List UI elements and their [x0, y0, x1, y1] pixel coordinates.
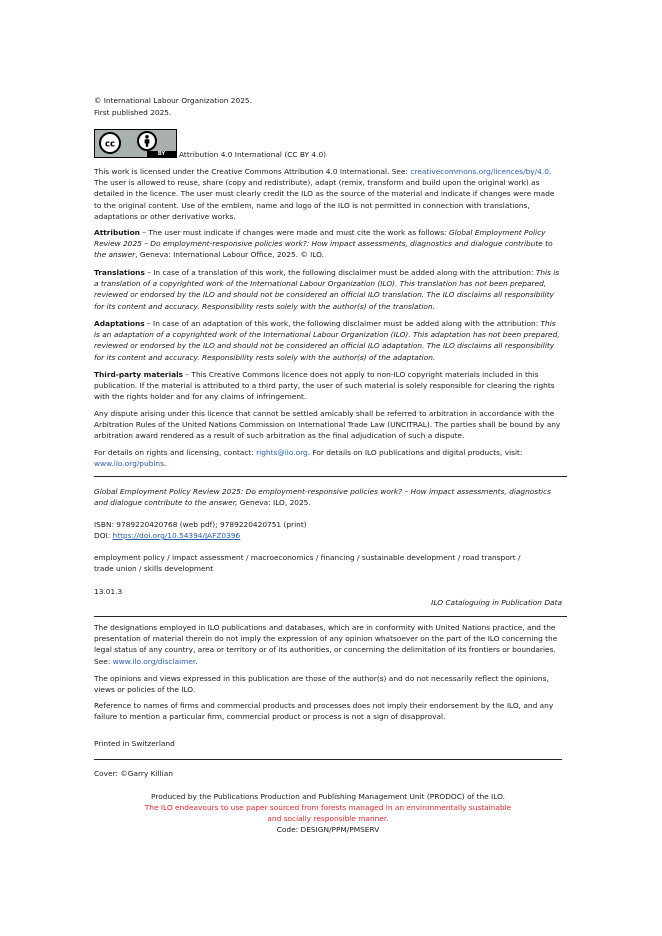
svg-text:cc: cc [104, 139, 116, 150]
produced-by: Produced by the Publications Production and Publishing Management Unit (PRODOC) of the ILO. [151, 792, 505, 801]
dispute-paragraph: Any dispute arising under this licence that cannot be settled amicably shall be referred to arbitration in accordance with the Arbitration Rules of the United Nations Commission on International Trade Law (UNCITRAL). The parties shall be bound by any arbitration award rendered as a result of such arbitration as the final adjudication of such a dispute. [94, 409, 561, 441]
publications-link[interactable]: www.ilo.org/publns [94, 459, 164, 469]
cataloguing-label: ILO Cataloguing in Publication Data [431, 598, 562, 607]
design-code: Code: DESIGN/PPM/PMSERV [276, 825, 380, 834]
designations-paragraph: The designations employed in ILO publications and databases, which are in conformity with United Nations practice, and the presentation of material therein do not imply the expression of any opinion whatsoever on the part of the ILO concerning the legal status of any country, area or territory or of its authorities, or concerning the delimitation of its frontiers or boundaries. See: www.ilo.org/disclaimer. [94, 623, 558, 666]
printed-in: Printed in Switzerland [94, 739, 175, 748]
classification-code: 13.01.3 [94, 587, 123, 596]
disclaimer-link[interactable]: www.ilo.org/disclaimer [112, 656, 196, 666]
first-published: First published 2025. [94, 108, 172, 117]
divider [94, 476, 567, 477]
doi: DOI: https://doi.org/10.54394/JAFZ0396 [94, 531, 241, 540]
translations-paragraph: Translations – In case of a translation of this work, the following disclaimer must be added along with the attribution: This is a translation of a copyrighted work of the International Labour Organization (ILO). This translation has not been prepared, reviewed or endorsed by the ILO and should not be considered an official ILO translation. The ILO disclaims all responsibility for its content and accuracy. Responsibility rests solely with the author(s) of the translation. [94, 268, 560, 311]
citation: Global Employment Policy Review 2025: Do employment-responsive policies work? – How impact assessments, diagnostics and dialogue contribute to the answer, Geneva: ILO, 2025. [94, 487, 552, 508]
attribution-person-icon [137, 131, 157, 151]
third-party-paragraph: Third-party materials – This Creative Commons licence does not apply to non-ILO copyright materials included in this publication. If the material is attributed to a third party, the user of such material is solely responsible for clearing the rights with the rights holder and for any claims of infringement. [94, 370, 555, 402]
license-intro: This work is licensed under the Creative Commons Attribution 4.0 International. See: creativecommons.org/licences/by/4.0. The user is allowed to reuse, share (copy and redistribute), adapt (remix, transform and build upon the original work) as detailed in the licence. The user must clearly credit the ILO as the source of the material and indicate if changes were made to the original content. Use of the emblem, name and logo of the ILO is not permitted in connection with translations, adaptations or other derivative works. [94, 167, 555, 221]
keywords-line-1: employment policy / impact assessment / macroeconomics / financing / sustainable development / road transport / [94, 553, 521, 562]
contact-paragraph: For details on rights and licensing, contact: rights@ilo.org. For details on ILO publications and digital products, visit: www.ilo.org/publns. [94, 448, 523, 469]
isbn: ISBN: 9789220420768 (web pdf); 9789220420751 (print) [94, 520, 307, 529]
reference-paragraph: Reference to names of firms and commercial products and processes does not imply their endorsement by the ILO, and any failure to mention a particular firm, commercial product or process is not a sign of disapproval. [94, 701, 554, 722]
cover-credit: Cover: ©Garry Killian [94, 769, 173, 778]
opinions-paragraph: The opinions and views expressed in this publication are those of the author(s) and do not necessarily reflect the opinions, views or policies of the ILO. [94, 674, 549, 695]
rights-email-link[interactable]: rights@ilo.org [256, 448, 308, 457]
license-name: Attribution 4.0 International (CC BY 4.0) [179, 150, 327, 159]
attribution-paragraph: Attribution – The user must indicate if changes were made and must cite the work as follows: Global Employment Policy Review 2025 – Do employment-responsive policies work?: How impact assessments, diagnostics and dialogue contribute to the answer, Geneva: International Labour Office, 2025. © ILO. [94, 228, 553, 260]
paper-note-line-2: and socially responsible manner. [267, 814, 389, 823]
cc-by-label: BY [147, 151, 176, 157]
copyright-notice: © International Labour Organization 2025. [94, 96, 252, 105]
doi-link[interactable]: https://doi.org/10.54394/JAFZ0396 [112, 531, 241, 540]
cc-logo-icon [99, 132, 121, 154]
divider [94, 759, 562, 760]
adaptations-paragraph: Adaptations – In case of an adaptation of this work, the following disclaimer must be added along with the attribution: This is an adaptation of a copyrighted work of the International Labour Organization (ILO). This adaptation has not been prepared, reviewed or endorsed by the ILO and should not be considered an official ILO adaptation. The ILO disclaims all responsibility for its content and accuracy. Responsibility rests solely with the author(s) of the adaptation. [94, 319, 560, 362]
divider [94, 616, 567, 617]
cc-by-license-badge[interactable] [94, 129, 177, 158]
creative-commons-link[interactable]: creativecommons.org/licences/by/4.0 [410, 167, 549, 176]
paper-note-line-1: The ILO endeavours to use paper sourced from forests managed in an environmentally sustainable [144, 803, 512, 812]
keywords-line-2: trade union / skills development [94, 564, 214, 573]
